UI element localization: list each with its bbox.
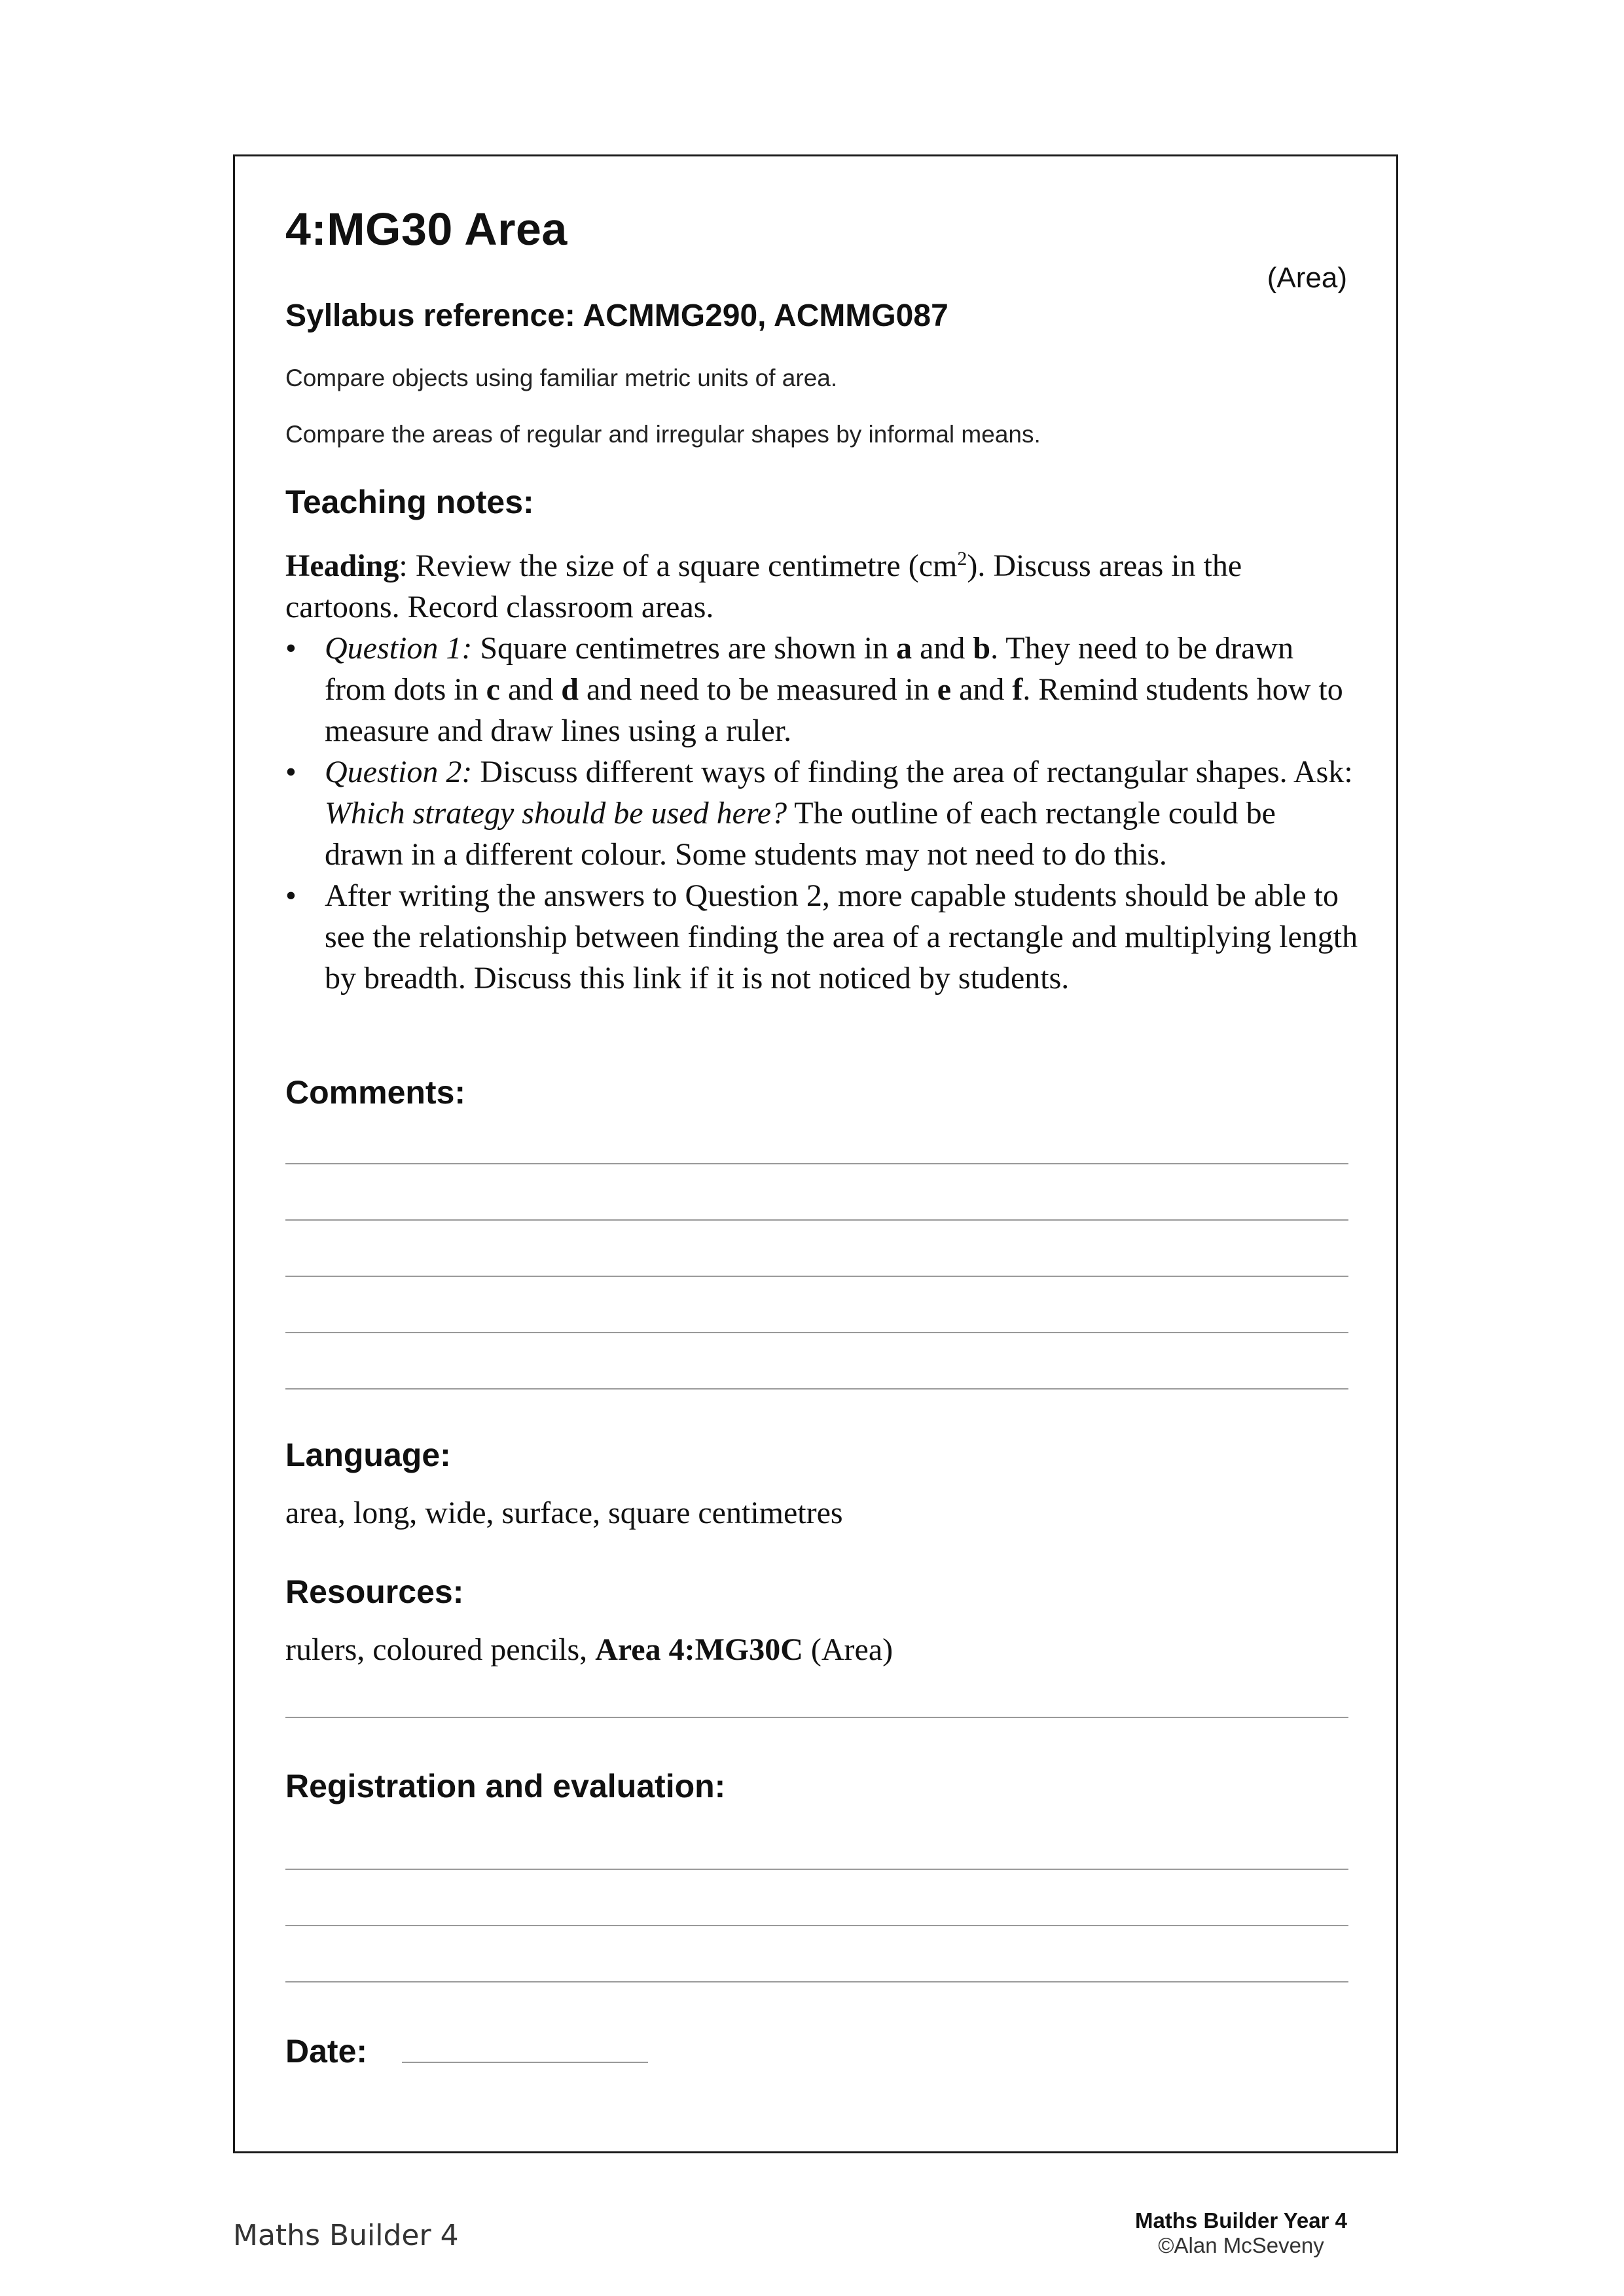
- intro-label: Heading: [285, 548, 399, 583]
- area-tag: (Area): [1267, 262, 1347, 294]
- outcome-1: Compare objects using familiar metric units of area.: [285, 365, 838, 391]
- list-item: [285, 751, 1359, 875]
- bold-letter: d: [561, 672, 579, 707]
- page-title: 4:MG30 Area: [285, 204, 568, 255]
- footer-series: Maths Builder Year 4: [1134, 2208, 1347, 2233]
- text: and: [912, 631, 973, 666]
- text: The outline of each rectangle could be drawn in a different colour. Some students may not need to do this.: [325, 796, 1276, 872]
- page-border: [233, 154, 1398, 2153]
- question-label: Question 1:: [325, 631, 473, 666]
- bold-letter: a: [896, 631, 912, 666]
- comments-heading: Comments:: [285, 1074, 466, 1111]
- notes-intro: [285, 538, 1359, 628]
- notes-list: [285, 628, 1359, 999]
- text: . They need to be drawn from dots in: [325, 631, 1294, 707]
- text: (Area): [803, 1632, 893, 1667]
- registration-line: [285, 1981, 1348, 1982]
- text: . Remind students how to measure and draw lines using a ruler.: [325, 672, 1343, 748]
- list-item: [285, 628, 1359, 751]
- comment-line: [285, 1332, 1348, 1333]
- date-line: [402, 2062, 648, 2063]
- bold-letter: c: [486, 672, 500, 707]
- resources-text: [285, 1629, 893, 1670]
- comment-line: [285, 1219, 1348, 1221]
- question-label: Question 2:: [325, 755, 473, 789]
- footer-book-title: Maths Builder 4: [233, 2219, 459, 2252]
- text: and: [951, 672, 1013, 707]
- teaching-notes-heading: Teaching notes:: [285, 484, 534, 520]
- resources-heading: Resources:: [285, 1573, 464, 1610]
- comment-line: [285, 1163, 1348, 1164]
- text: rulers, coloured pencils,: [285, 1632, 596, 1667]
- outcome-2: Compare the areas of regular and irregular shapes by informal means.: [285, 421, 1041, 448]
- date-label: Date:: [285, 2033, 368, 2070]
- intro-text: : Review the size of a square centimetre (cm: [399, 548, 958, 583]
- registration-line: [285, 1869, 1348, 1870]
- resources-line: [285, 1717, 1348, 1718]
- text: Square centimetres are shown in: [472, 631, 897, 666]
- registration-heading: Registration and evaluation:: [285, 1768, 726, 1804]
- italic-question: Which strategy should be used here?: [325, 796, 787, 831]
- resource-code: Area 4:MG30C: [595, 1632, 803, 1667]
- syllabus-reference: Syllabus reference: ACMMG290, ACMMG087: [285, 298, 948, 333]
- footer-copyright: ©Alan McSeveny: [1158, 2233, 1324, 2257]
- comment-line: [285, 1276, 1348, 1277]
- language-heading: Language:: [285, 1437, 451, 1473]
- intro-text-2: ). Discuss areas in the cartoons. Record classroom areas.: [285, 548, 1242, 624]
- footer-credit: [1135, 2208, 1347, 2258]
- teaching-notes: [285, 538, 1359, 999]
- language-text: area, long, wide, surface, square centimetres: [285, 1496, 843, 1530]
- superscript: 2: [957, 548, 967, 569]
- bold-letter: e: [937, 672, 952, 707]
- registration-line: [285, 1925, 1348, 1926]
- comment-line: [285, 1388, 1348, 1390]
- bold-letter: f: [1012, 672, 1023, 707]
- text: and: [499, 672, 562, 707]
- text: and need to be measured in: [578, 672, 937, 707]
- bold-letter: b: [973, 631, 991, 666]
- text: Discuss different ways of finding the area of rectangular shapes. Ask:: [472, 755, 1353, 789]
- list-item: • After writing the answers to Question 2, more capable students should be able to see the relationship between finding the area of a rectangle and multiplying length by breadth. Discuss this link if it is not noticed by students.: [285, 875, 1359, 999]
